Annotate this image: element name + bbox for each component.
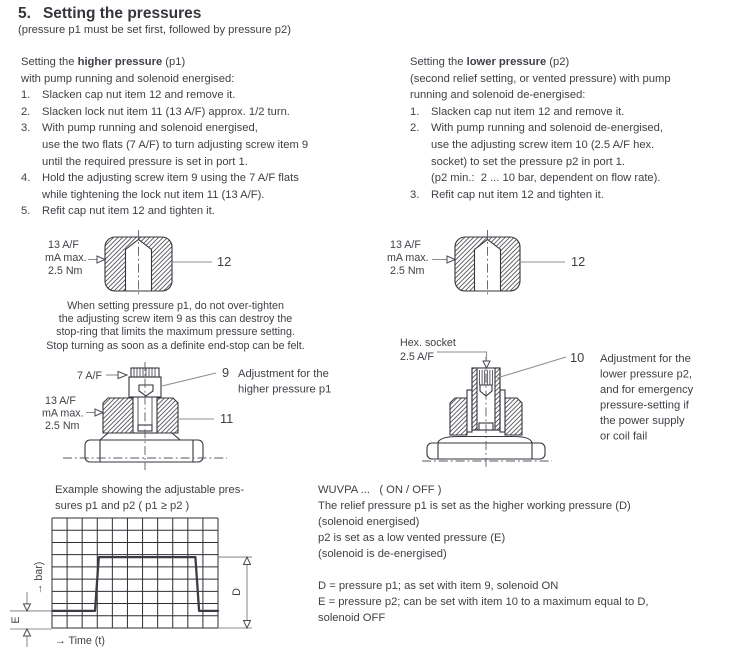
caption-line: Adjustment for the bbox=[238, 368, 329, 380]
wuvpa-line: p2 is set as a low vented pressure (E) bbox=[318, 532, 506, 544]
step-number: 4. bbox=[21, 172, 31, 185]
arrowhead-icon bbox=[95, 409, 103, 416]
torque-label: 13 A/F bbox=[390, 239, 421, 251]
instructions-p1-intro: with pump running and solenoid energised: bbox=[21, 72, 235, 85]
pressure-curve bbox=[52, 557, 218, 611]
caption-line: pressure-setting if bbox=[600, 399, 689, 412]
pressure-time-chart bbox=[8, 508, 298, 655]
instructions-p1-heading bbox=[21, 54, 386, 71]
valve-flange bbox=[85, 440, 203, 462]
heading-pre: Setting the bbox=[410, 56, 467, 68]
wuvpa-line: (solenoid energised) bbox=[318, 516, 420, 528]
step-text: use the two flats (7 A/F) to turn adjusting screw item 9 bbox=[42, 138, 309, 151]
wuvpa-line bbox=[318, 562, 748, 578]
step-number: 3. bbox=[21, 122, 31, 135]
page-subtitle: (pressure p1 must be set first, followed by pressure p2) bbox=[18, 24, 291, 36]
valve-neck bbox=[100, 433, 180, 440]
x-axis-label: → Time (t) bbox=[55, 635, 105, 647]
nut-right-section bbox=[505, 398, 522, 435]
step-text: Slacken cap nut item 12 and remove it. bbox=[431, 105, 625, 118]
step-text: while tightening the lock nut item 11 (13 A/F). bbox=[42, 188, 265, 201]
arrowhead-icon bbox=[97, 256, 105, 263]
arrowhead-icon bbox=[24, 629, 31, 636]
instructions-p1 bbox=[21, 54, 386, 220]
leader-line bbox=[497, 357, 566, 378]
torque-label: mA max. bbox=[42, 407, 84, 420]
instructions-p2-intro: running and solenoid de-energised: bbox=[410, 89, 586, 102]
warning-note-line: When setting pressure p1, do not over-tighten bbox=[67, 300, 284, 312]
item-number: 10 bbox=[570, 350, 585, 365]
arrowhead-icon bbox=[447, 256, 455, 263]
caption-line: or coil fail bbox=[600, 430, 648, 443]
wuvpa-notes bbox=[318, 482, 748, 626]
chart-title-line: sures p1 and p2 ( p1 ≥ p2 ) bbox=[55, 499, 190, 512]
warning-note-line: the adjusting screw item 9 as this can destroy the bbox=[58, 313, 293, 326]
adjusting-screw-p2-diagram bbox=[395, 333, 751, 480]
heading-post: (p2) bbox=[546, 56, 570, 68]
step-number: 5. bbox=[21, 205, 31, 218]
wuvpa-legend-line: E = pressure p2; can be set with item 10 to a maximum equal to D, bbox=[318, 596, 649, 608]
item-number: 12 bbox=[571, 254, 586, 269]
leader-line bbox=[162, 373, 216, 386]
warning-note-line: Stop turning as soon as a definite end-stop can be felt. bbox=[46, 339, 305, 352]
valve-dome bbox=[438, 437, 532, 444]
y-axis-label: → bar) bbox=[33, 561, 45, 595]
socket-label: Hex. socket bbox=[400, 337, 456, 349]
caption-line: higher pressure p1 bbox=[238, 383, 332, 396]
adjusting-screw-p1-diagram bbox=[20, 360, 350, 475]
caption-line: the power supply bbox=[600, 415, 685, 427]
list-item bbox=[410, 187, 740, 204]
list-item bbox=[410, 104, 740, 121]
caption-line: Adjustment for the bbox=[600, 353, 691, 365]
list-item bbox=[21, 203, 386, 220]
chart-title-line: Example showing the adjustable pres- bbox=[55, 484, 245, 496]
lock-nut-left-section bbox=[103, 398, 133, 433]
step-text: Slacken lock nut item 11 (13 A/F) approx. 1/2 turn. bbox=[42, 105, 290, 118]
step-number: 3. bbox=[410, 188, 420, 201]
step-text: With pump running and solenoid energised, bbox=[42, 122, 258, 135]
step-number: 1. bbox=[21, 89, 31, 102]
wuvpa-legend-line: D = pressure p1; as set with item 9, solenoid ON bbox=[318, 580, 559, 592]
item-number: 11 bbox=[220, 411, 234, 426]
lock-nut-right-section bbox=[157, 398, 178, 433]
step-text: With pump running and solenoid de-energised, bbox=[431, 122, 663, 135]
caption-line: lower pressure p2, bbox=[600, 368, 693, 381]
step-text: Hold the adjusting screw item 9 using the 7 A/F flats bbox=[42, 172, 299, 185]
step-text: Refit cap nut item 12 and tighten it. bbox=[431, 188, 604, 201]
step-text: until the required pressure is set in port 1. bbox=[42, 155, 248, 168]
step-number: 2. bbox=[21, 105, 31, 118]
section-number: 5. bbox=[18, 5, 31, 22]
torque-label: mA max. bbox=[387, 252, 429, 264]
torque-label: mA max. bbox=[45, 252, 87, 264]
list-item bbox=[21, 170, 386, 203]
heading-bold: higher pressure bbox=[77, 56, 163, 68]
step-text: Slacken cap nut item 12 and remove it. bbox=[42, 89, 236, 102]
torque-label: 2.5 Nm bbox=[48, 265, 83, 277]
wuvpa-line: (solenoid is de-energised) bbox=[318, 548, 447, 560]
caption-line: and for emergency bbox=[600, 384, 694, 396]
dimension-label-E: E bbox=[10, 616, 22, 624]
torque-label: 13 A/F bbox=[45, 395, 76, 407]
wuvpa-line: The relief pressure p1 is set as the higher working pressure (D) bbox=[318, 500, 631, 512]
step-text: Refit cap nut item 12 and tighten it. bbox=[42, 205, 215, 218]
instructions-p2 bbox=[410, 54, 740, 203]
step-text: socket) to set the pressure p2 in port 1. bbox=[431, 155, 626, 168]
item-number: 12 bbox=[217, 254, 232, 269]
step-number: 2. bbox=[410, 122, 420, 135]
arrowhead-icon bbox=[244, 621, 251, 629]
section-title: Setting the pressures bbox=[42, 5, 202, 22]
page-title bbox=[18, 5, 201, 23]
torque-label: 13 A/F bbox=[48, 239, 79, 251]
sleeve-wall bbox=[500, 390, 505, 432]
arrowhead-icon bbox=[118, 372, 127, 379]
wuvpa-legend-line: solenoid OFF bbox=[318, 612, 386, 624]
label-arrow-line bbox=[437, 352, 487, 361]
step-number: 1. bbox=[410, 105, 420, 118]
arrowhead-icon bbox=[24, 604, 31, 611]
heading-pre: Setting the bbox=[21, 56, 78, 68]
heading-bold: lower pressure bbox=[466, 56, 547, 68]
instructions-p2-intro: (second relief setting, or vented pressure) with pump bbox=[410, 72, 671, 85]
torque-label: 2.5 Nm bbox=[45, 420, 80, 432]
cap-nut-diagram-left bbox=[20, 228, 250, 303]
step-text: use the adjusting screw item 10 (2.5 A/F hex. bbox=[431, 138, 655, 151]
heading-post: (p1) bbox=[162, 56, 186, 68]
socket-label: 2.5 A/F bbox=[400, 351, 434, 363]
wuvpa-heading: WUVPA ... ( ON / OFF ) bbox=[318, 484, 442, 496]
list-item bbox=[21, 104, 386, 121]
sleeve-wall bbox=[467, 390, 472, 432]
item-number: 9 bbox=[222, 365, 230, 380]
flats-label: 7 A/F bbox=[77, 370, 102, 382]
nut-left-section bbox=[450, 398, 467, 435]
instructions-p2-heading bbox=[410, 54, 740, 71]
list-item bbox=[21, 120, 386, 170]
screw-wall bbox=[472, 368, 477, 430]
warning-note-line: stop-ring that limits the maximum pressure setting. bbox=[56, 326, 295, 339]
list-item bbox=[410, 120, 740, 186]
dimension-label-D: D bbox=[231, 588, 243, 596]
cap-nut-diagram-right bbox=[385, 228, 615, 303]
step-text: (p2 min.: 2 ... 10 bar, dependent on flow rate). bbox=[431, 172, 661, 185]
arrowhead-icon bbox=[483, 361, 490, 368]
arrowhead-icon bbox=[244, 557, 251, 564]
list-item bbox=[21, 87, 386, 104]
warning-note bbox=[8, 300, 343, 353]
torque-label: 2.5 Nm bbox=[390, 265, 425, 277]
